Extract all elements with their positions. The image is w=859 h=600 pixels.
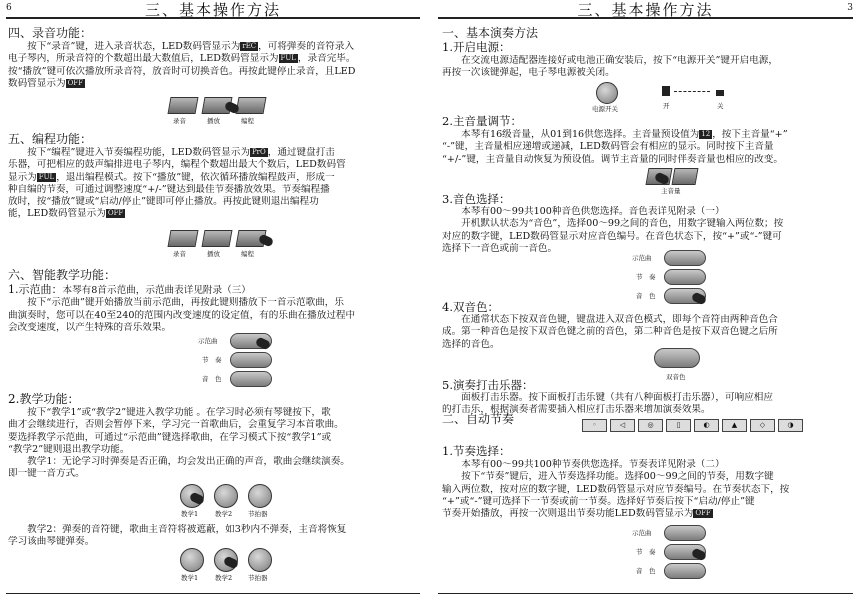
metronome-caption: 节拍器: [248, 574, 268, 582]
voice-button-label: 音 色: [636, 292, 656, 300]
sec5-line4: 种自编的节奏，可通过调整速度“+/-”键达到最佳节奏播放效果。节奏编程播: [8, 183, 330, 195]
sec5-line6: 能，LED数码管显示为: [8, 208, 106, 220]
program-key[interactable]: [236, 97, 267, 114]
sec5-keys-illustration: [165, 228, 285, 262]
voice-button-label: 音 色: [202, 375, 222, 383]
teach1-caption: 教学1: [181, 510, 199, 518]
volume-line1-tail: ，按下主音量“+”: [712, 129, 788, 140]
percussion-pads: [582, 419, 812, 447]
teach-line4: “教学2”键则退出教学功能。: [8, 443, 130, 455]
switch-off-icon: [716, 90, 724, 96]
rhythm-button-label: 节 奏: [636, 548, 656, 556]
sec4-line1: 按下“录音”键，进入录音状态，LED数码管显示为: [8, 41, 241, 52]
rhythm-line4: 节奏开始播放，再按一次则退出节奏功能LED数码管显示为: [442, 508, 694, 520]
right-page-title: 三、基本操作方法: [577, 1, 714, 19]
left-page: [0, 0, 426, 600]
left-page-number: 6: [6, 3, 12, 13]
left-footer-rule: [6, 593, 420, 594]
volume-line2: “-”键，主音量相应递增或递减，LED数码管会有相应的显示。同时按下主音量: [442, 141, 774, 153]
teach-line6: 即一键一音方式。: [8, 468, 85, 480]
sec6-sub1: [8, 283, 418, 334]
record-key[interactable]: [168, 230, 199, 247]
arrow-icon: [674, 91, 710, 92]
power-switch-button[interactable]: [596, 82, 618, 104]
voice-button-label: 音 色: [636, 567, 656, 575]
volume-illustration: [647, 168, 707, 198]
teach1-button[interactable]: [180, 548, 204, 572]
rhythm-select-heading: 1.节奏选择：: [442, 444, 511, 458]
led-display: FUL: [280, 54, 296, 63]
rhythm-line3: “+”或“-”键可选择下一节奏或前一节奏。选择好节奏后按下“启动/停止”键: [442, 495, 755, 507]
teach2-caption: 教学2: [215, 510, 233, 518]
power-line2: 再按一次该键弹起，电子琴电源被关闭。: [442, 67, 615, 79]
record-caption: 录音: [173, 117, 186, 125]
led-display: OFF: [107, 209, 124, 218]
dual-line2: 成。第一种音色是按下双音色键之前的音色，第二种音色是按下双音色键之后所: [442, 326, 778, 338]
dual-illustration: [654, 348, 704, 381]
teach2-caption: 教学2: [215, 574, 233, 582]
drum-pad-3[interactable]: ◎: [638, 419, 663, 432]
sec5-line3-tail: ，退出编程模式。按下“播放”键，依次循环播放编程鼓声，形成一: [56, 171, 335, 183]
sec4-line1-tail: ，可将弹奏的音符录入: [258, 41, 355, 52]
perc-heading: 5.演奏打击乐器：: [442, 378, 534, 392]
drum-pad-8[interactable]: ◑: [778, 419, 803, 432]
program-caption: 编程: [241, 117, 254, 125]
teach1-caption: 教学1: [181, 574, 199, 582]
demo-heading: 1.示范曲：: [8, 283, 63, 296]
dual-line3: 选择的音色。: [442, 338, 500, 350]
dual-body: [442, 314, 852, 351]
sec4-heading: 四、录音功能：: [8, 26, 93, 40]
rhythm-buttons-illustration: [632, 525, 722, 585]
dual-voice-button[interactable]: [654, 348, 700, 368]
sec5-body: [8, 147, 418, 221]
demo-first-line: 本琴有8首示范曲，示范曲表详见附录（三）: [62, 285, 251, 296]
rhythm-button[interactable]: [664, 269, 706, 285]
voice-line2: 对应的数字键，LED数码管显示对应音色编号。在音色状态下，按“+”或“-”键可: [442, 230, 782, 242]
sec4-body: [8, 41, 418, 90]
left-page-title: 三、基本操作方法: [144, 1, 281, 19]
sec5-line2: 乐器，可把相应的鼓声编排进电子琴内，编程个数超出最大个数后，LED数码管: [8, 159, 346, 171]
led-display: rEC: [242, 42, 257, 50]
teach2-line2: 学习该曲琴键弹奏。: [8, 536, 95, 548]
play-caption: 播放: [207, 117, 220, 125]
play-key[interactable]: [202, 230, 233, 247]
led-display: OFF: [695, 509, 711, 518]
voice-button[interactable]: [664, 563, 706, 579]
sec4-line2-tail: ，录音完毕。: [297, 53, 356, 65]
sec5-line5: 放时，按“播放”键或“启动/停止”键即可停止播放。再按此键则退出编程功: [8, 196, 319, 208]
perc-line2: 的打击乐，根据演奏者需要插入相应打击乐器来增加演奏效果。: [442, 404, 711, 416]
teach-body: [8, 407, 418, 481]
teach2-button[interactable]: [214, 484, 238, 508]
dual-line1: 在通常状态下按双音色键，键盘进入双音色模式，即每个音符由两种音色合: [442, 314, 778, 325]
program-caption: 编程: [241, 250, 254, 258]
sec6-buttons-illustration: [198, 333, 288, 393]
drum-pad-5[interactable]: ◐: [694, 419, 719, 432]
led-display: FUL: [38, 172, 55, 181]
led-display: PrO: [251, 148, 266, 156]
drum-pad-7[interactable]: ◇: [750, 419, 775, 432]
record-key[interactable]: [168, 97, 199, 114]
teach-line2: 曲才会继续进行，否则会暂停下来，学习完一首歌曲后，会重复学习本首歌曲。: [8, 419, 344, 431]
play-caption: 播放: [207, 250, 220, 258]
demo-line2: 曲演奏时，您可以在40至240的范围内改变速度的设定值，有的乐曲在播放过程中: [8, 309, 356, 321]
drum-pad-2[interactable]: ◁: [610, 419, 635, 432]
right-page: [432, 0, 859, 600]
teach2-line1: 教学2：弹奏的音符键，歌曲主音符将被遮蔽，如3秒内不弹奏，主音将恢复: [8, 524, 347, 535]
auto-rhythm-heading: 二、自动节奏: [442, 412, 515, 426]
volume-line3: “+/-”键，主音量自动恢复为预设值。调节主音量的同时伴奏音量也相应的改变。: [442, 153, 783, 165]
demo-line1: 按下“示范曲”键开始播放当前示范曲，再按此键则播放下一首示范歌曲，乐: [8, 297, 344, 309]
sec6-heading: 六、智能教学功能：: [8, 268, 117, 282]
voice-buttons-illustration: [632, 250, 722, 310]
demo-button-label: 示范曲: [632, 529, 652, 537]
power-line1: 在交流电源适配器连接好或电池正确安装后，按下“电源开关”键开启电源，: [442, 55, 778, 66]
volume-body: [442, 129, 852, 166]
volume-line1: 本琴有16级音量，从01到16供您选择。主音量预设值为: [442, 129, 700, 140]
sec5-line1-tail: ，通过键盘打击: [267, 147, 335, 158]
teach-line5: 教学1：无论学习时弹奏是否正确，均会发出正确的声音，歌曲会继续演奏。: [8, 456, 350, 468]
teach2-body: [8, 524, 418, 549]
led-display: OFF: [67, 78, 84, 87]
demo-button-label: 示范曲: [198, 337, 218, 345]
drum-pad-1[interactable]: ◦: [582, 419, 607, 432]
volume-caption: 主音量: [661, 187, 681, 195]
rhythm-line1: 按下“节奏”键后，进入节奏选择功能。选择00～99之间的节奏，用数字键: [442, 471, 774, 483]
voice-line1: 开机默认状态为“音色”，选择00～99之间的音色，用数字键输入两位数；按: [442, 218, 784, 230]
teach-buttons-illustration-1: [178, 484, 278, 520]
record-caption: 录音: [173, 250, 186, 258]
teach-buttons-illustration-2: [178, 548, 278, 584]
teach-line1: 按下“教学1”或“教学2”键进入教学功能 。在学习时必须有琴键按下，歌: [8, 407, 331, 418]
voice-heading: 3.音色选择：: [442, 192, 511, 206]
demo-button[interactable]: [664, 525, 706, 541]
rhythm-button-label: 节 奏: [636, 273, 656, 281]
drum-pad-6[interactable]: ▲: [722, 419, 747, 432]
voice-line3: 选择下一音色或前一音色。: [442, 242, 558, 254]
teach-heading: 2.教学功能：: [8, 392, 80, 406]
sec4-keys-illustration: [165, 95, 285, 129]
volume-heading: 2.主音量调节：: [442, 114, 522, 128]
led-display: 12: [701, 130, 711, 138]
perc-line1: 面板打击乐器。按下面板打击乐键（共有八种面板打击乐器），可响应相应: [442, 392, 773, 403]
sec4-line4: 数码管显示为: [8, 77, 66, 89]
right-header: [438, 0, 853, 19]
sec5-line3: 显示为: [8, 171, 37, 183]
on-caption: 开: [663, 102, 670, 110]
switch-on-icon: [662, 86, 670, 96]
drum-pad-4[interactable]: ▯: [666, 419, 691, 432]
demo-line3: 会改变速度，以产生特殊的音乐效果。: [8, 321, 172, 333]
voice-button[interactable]: [230, 371, 272, 387]
sec4-line2: 电子琴内，所录音符的个数超出最大数值后，LED数码管显示为: [8, 53, 279, 65]
sec5-line1: 按下“编程”键进入节奏编程功能，LED数码管显示为: [8, 147, 250, 158]
demo-button[interactable]: [664, 250, 706, 266]
left-header: [6, 0, 420, 19]
rhythm-body: [442, 459, 852, 520]
power-illustration: [592, 82, 732, 112]
rhythm-line2: 输入两位数，按对应的数字键，LED数码管显示对应节奏编号。在节奏状态下，按: [442, 483, 790, 495]
volume-plus-key[interactable]: [672, 168, 699, 185]
power-caption: 电源开关: [592, 105, 618, 113]
power-heading: 1.开启电源：: [442, 40, 511, 54]
metronome-button[interactable]: [248, 548, 272, 572]
rhythm-first-line: 本琴有00～99共100种节奏供您选择。节奏表详见附录（二）: [461, 459, 725, 470]
voice-body: [442, 206, 852, 255]
basic-heading: 一、基本演奏方法: [442, 26, 539, 40]
metronome-button[interactable]: [248, 484, 272, 508]
metronome-caption: 节拍器: [248, 510, 268, 518]
right-footer-rule: [438, 593, 853, 594]
voice-first-line: 本琴有00～99共100种音色供您选择。音色表详见附录（一）: [461, 206, 725, 217]
teach-line3: 要选择教学示范曲，可通过“示范曲”键选择歌曲，在学习模式下按“教学1”或: [8, 431, 332, 443]
right-page-number: 3: [847, 3, 853, 13]
rhythm-button[interactable]: [230, 352, 272, 368]
sec5-heading: 五、编程功能：: [8, 132, 93, 146]
dual-heading: 4.双音色：: [442, 300, 499, 314]
power-body: [442, 55, 852, 80]
off-caption: 关: [717, 102, 724, 110]
dual-caption: 双音色: [666, 373, 686, 381]
sec4-line3: 按“播放”键可依次播放所录音符，放音时可切换音色。再按此键停止录音，且LED: [8, 65, 356, 77]
demo-button-label: 示范曲: [632, 254, 652, 262]
rhythm-button-label: 节 奏: [202, 356, 222, 364]
